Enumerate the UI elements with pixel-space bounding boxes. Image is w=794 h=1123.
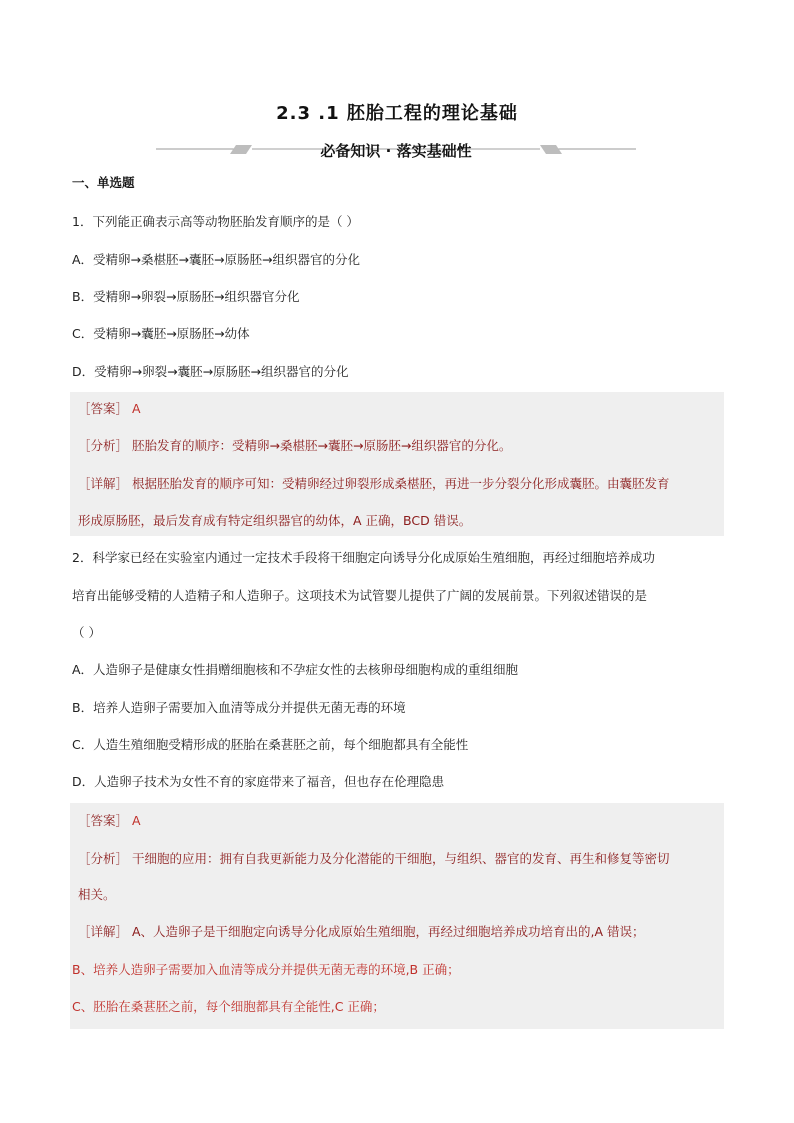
q2-analysis-line-1	[78, 851, 728, 867]
q1-analysis-line	[78, 438, 728, 454]
q2-stem-line-2: 培育出能够受精的人造精子和人造卵子。这项技术为试管婴儿提供了广阔的发展前景。下列叙述错误的是	[72, 588, 648, 603]
detail-tag: ［详解］	[78, 476, 129, 491]
q1-option-a: A．受精卵→桑椹胚→囊胚→原肠胚→组织器官的分化	[72, 252, 360, 267]
q1-detail-line-1	[78, 476, 728, 492]
analysis-text: 胚胎发育的顺序：受精卵→桑椹胚→囊胚→原肠胚→组织器官的分化。	[132, 438, 512, 453]
q1-option-d: D．受精卵→卵裂→囊胚→原肠胚→组织器官的分化	[72, 364, 349, 379]
analysis-text: 干细胞的应用：拥有自我更新能力及分化潜能的干细胞，与组织、器官的发育、再生和修复等密切	[132, 851, 670, 866]
q2-option-b: B．培养人造卵子需要加入血清等成分并提供无菌无毒的环境	[72, 700, 406, 715]
answer-value: A	[132, 813, 141, 828]
q2-stem-line-1: 2．科学家已经在实验室内通过一定技术手段将干细胞定向诱导分化成原始生殖细胞，再经过细胞培养成功	[72, 550, 655, 565]
q2-answer-line	[78, 813, 728, 829]
detail-text: A、人造卵子是干细胞定向诱导分化成原始生殖细胞，再经过细胞培养成功培育出的,A 错误；	[132, 924, 645, 939]
q2-stem-line-3: （ ）	[72, 625, 101, 640]
q2-option-c: C．人造生殖细胞受精形成的胚胎在桑葚胚之前，每个细胞都具有全能性	[72, 737, 469, 752]
banner-title: 必备知识 · 落实基础性	[320, 142, 472, 160]
q2-option-d: D．人造卵子技术为女性不育的家庭带来了福音，但也存在伦理隐患	[72, 774, 445, 789]
detail-text: 根据胚胎发育的顺序可知：受精卵经过卵裂形成桑椹胚，再进一步分裂分化形成囊胚。由囊胚发育	[132, 476, 670, 491]
analysis-tag: ［分析］	[78, 851, 129, 866]
q2-detail-line-1	[78, 924, 728, 940]
answer-tag: ［答案］	[78, 813, 129, 828]
answer-value: A	[132, 401, 141, 416]
q1-answer-line	[78, 401, 728, 417]
q2-detail-line-3: C、胚胎在桑葚胚之前，每个细胞都具有全能性,C 正确；	[72, 999, 385, 1014]
q2-detail-line-2: B、培养人造卵子需要加入血清等成分并提供无菌无毒的环境,B 正确；	[72, 962, 460, 977]
q1-option-b: B．受精卵→卵裂→原肠胚→组织器官分化	[72, 289, 300, 304]
q1-detail-line-2: 形成原肠胚，最后发育成有特定组织器官的幼体，A 正确，BCD 错误。	[78, 513, 472, 528]
q1-stem: 1．下列能正确表示高等动物胚胎发育顺序的是（ ）	[72, 214, 359, 229]
q2-option-a: A．人造卵子是健康女性捐赠细胞核和不孕症女性的去核卵母细胞构成的重组细胞	[72, 662, 519, 677]
q2-analysis-line-2: 相关。	[78, 887, 116, 902]
detail-tag: ［详解］	[78, 924, 129, 939]
q1-answer-block	[70, 392, 724, 536]
answer-tag: ［答案］	[78, 401, 129, 416]
page-title: 2.3 .1 胚胎工程的理论基础	[276, 103, 518, 124]
q1-option-c: C．受精卵→囊胚→原肠胚→幼体	[72, 326, 250, 341]
analysis-tag: ［分析］	[78, 438, 129, 453]
q2-answer-block	[70, 803, 724, 1029]
section-banner	[156, 136, 636, 166]
section-heading: 一、单选题	[72, 175, 135, 190]
